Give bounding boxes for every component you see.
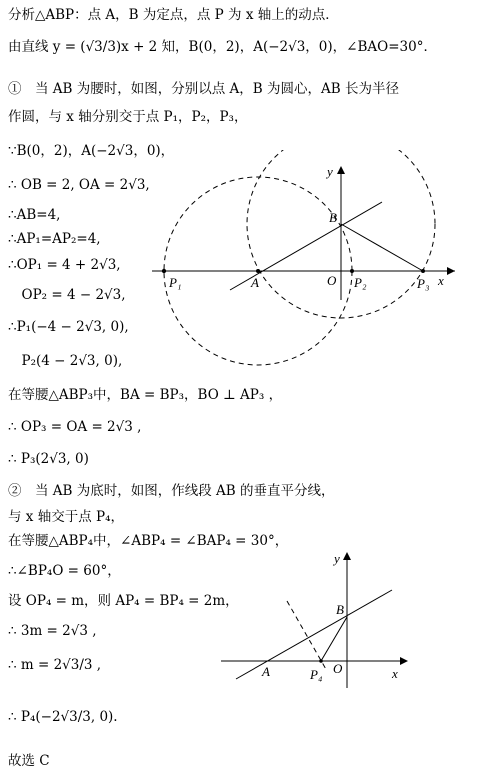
label-y: y <box>327 164 333 179</box>
figure-circles <box>150 150 460 370</box>
text-line: ∴P₁(−4 − 2√3, 0), <box>8 319 129 335</box>
label-p1: P₁ <box>169 275 182 290</box>
label-y: y <box>334 551 340 566</box>
text-line: 在等腰△ABP₄中，∠ABP₄ = ∠BAP₄ = 30°， <box>8 533 289 549</box>
text-line: 在等腰△ABP₃中，BA = BP₃，BO ⊥ AP₃ ， <box>8 387 283 403</box>
label-p4: P₄ <box>310 667 323 682</box>
point-p4 <box>319 659 323 663</box>
label-a: A <box>251 275 259 290</box>
label-x: x <box>438 273 444 288</box>
text-line: 分析△ABP：点 A，B 为定点，点 P 为 x 轴上的动点． <box>8 7 339 23</box>
text-line: OP₂ = 4 − 2√3, <box>8 287 126 303</box>
text-line: 与 x 轴交于点 P₄， <box>8 509 124 525</box>
line-ab <box>236 590 392 679</box>
label-o: O <box>327 273 337 288</box>
text-line: ∴ 3m = 2√3 , <box>8 623 97 639</box>
label-a: A <box>262 664 270 679</box>
text-line: 作圆，与 x 轴分别交于点 P₁，P₂，P₃， <box>8 109 248 125</box>
point-a <box>256 269 260 273</box>
label-p3: P₃ <box>417 276 430 291</box>
text-line: ∴ OP₃ = OA = 2√3 , <box>8 419 142 435</box>
text-line: ∴ m = 2√3/3 , <box>8 657 102 673</box>
label-o: O <box>333 661 343 676</box>
text-line: ∵B(0，2)，A(−2√3，0)， <box>8 143 175 159</box>
point-p2 <box>350 269 354 273</box>
text-line: ② 当 AB 为底时，如图，作线段 AB 的垂直平分线， <box>8 483 335 499</box>
y-axis-arrow <box>337 166 345 174</box>
text-line: P₂(4 − 2√3, 0), <box>8 353 123 369</box>
text-line: ∴OP₁ = 4 + 2√3, <box>8 257 121 273</box>
figure-perpendicular-bisector <box>215 548 415 693</box>
text-line: ∴∠BP₄O = 60°， <box>8 563 121 579</box>
label-b: B <box>329 210 337 225</box>
y-axis-arrow <box>343 552 351 560</box>
x-axis-arrow <box>447 267 455 275</box>
text-line: ∴AP₁=AP₂=4, <box>8 231 101 247</box>
text-line: ∴AB=4, <box>8 207 61 223</box>
point-p3 <box>421 269 425 273</box>
text-line: 设 OP₄ = m，则 AP₄ = BP₄ = 2m， <box>8 593 239 609</box>
label-p2: P₂ <box>354 275 367 290</box>
text-line: ∴ P₄(−2√3/3, 0). <box>8 709 118 725</box>
text-line: 由直线 y = (√3/3)x + 2 知，B(0，2)，A(−2√3，0)，∠BAO=30°． <box>8 39 437 55</box>
text-line: 故选 C <box>8 753 50 769</box>
label-x: x <box>392 666 398 681</box>
x-axis-arrow <box>400 657 408 665</box>
text-line: ∴ P₃(2√3, 0) <box>8 451 89 467</box>
label-b: B <box>336 602 344 617</box>
text-line: ① 当 AB 为腰时，如图，分别以点 A，B 为圆心，AB 长为半径 <box>8 81 399 97</box>
text-line: ∴ OB = 2, OA = 2√3, <box>8 177 150 193</box>
segment-bp3 <box>341 224 423 271</box>
point-p1 <box>162 269 166 273</box>
